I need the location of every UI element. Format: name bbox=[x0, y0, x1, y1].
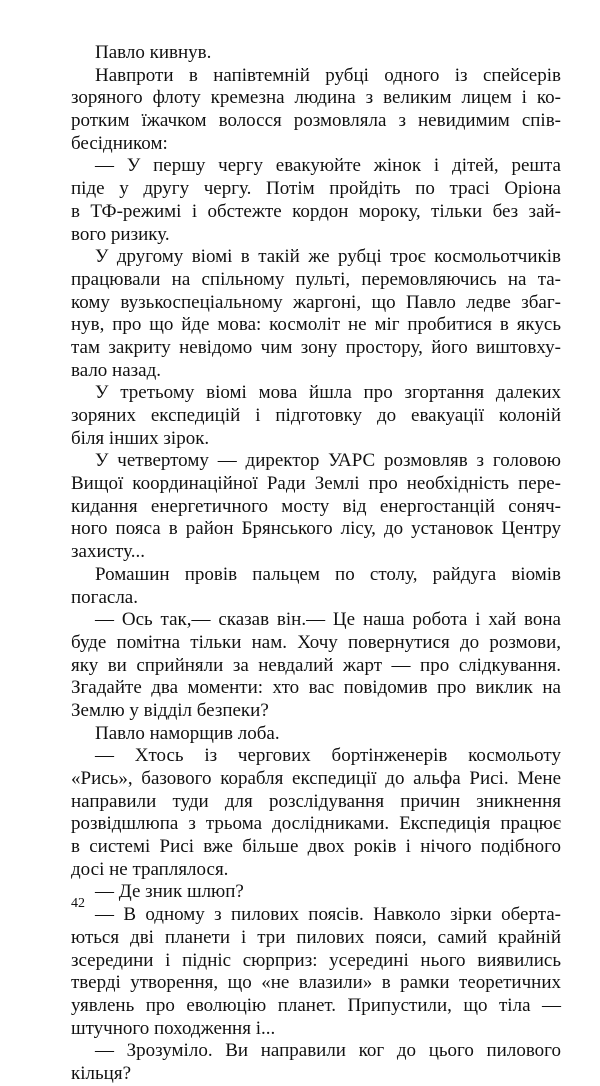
text-line: ротким їжачком волосся розмовляла з невидимим спів- bbox=[71, 110, 561, 132]
text-line: зсередини і підніс сюрприз: усередині нього виявились bbox=[71, 949, 561, 971]
text-line: ного пояса в район Брянського лісу, до установок Центру bbox=[71, 518, 561, 540]
body-text bbox=[71, 42, 561, 1086]
text-line: в ТФ-режимі і обстежте кордон мороку, тільки без зай- bbox=[71, 200, 561, 222]
text-line: — Де зник шлюп? bbox=[95, 881, 244, 903]
text-line: зоряних експедицій і підготовку до евакуації колоній bbox=[71, 405, 561, 426]
text-line: кидання енергетичного мосту від енергостанцій соняч- bbox=[71, 495, 561, 517]
text-line: зоряного флоту кремезна людина з великим лицем і ко- bbox=[71, 87, 561, 109]
text-line: бесідником: bbox=[71, 132, 168, 154]
page-number: 42 bbox=[71, 896, 85, 911]
text-line: розвідшлюпа з трьома дослідниками. Експедиція працює bbox=[71, 813, 561, 835]
text-line: — В одному з пилових поясів. Навколо зірки оберта- bbox=[95, 904, 561, 926]
text-line: уявлень про еволюцію планет. Припустили, що тіла — bbox=[71, 994, 561, 1016]
text-line: в системі Рисі вже більше двох років і нічого подібного bbox=[71, 836, 561, 858]
text-line: піде у другу чергу. Потім пройдіть по трасі Оріона bbox=[71, 178, 561, 200]
text-line: Вищої координаційної Ради Землі про необхідність пере- bbox=[71, 473, 561, 495]
text-line: — Хтось із чергових бортінженерів космольоту bbox=[95, 745, 561, 767]
text-line: У четвертому — директор УАРС розмовляв з головою bbox=[95, 450, 561, 472]
text-line: — У першу чергу евакуюйте жінок і дітей, решта bbox=[95, 155, 561, 177]
text-line: ються дві планети і три пилових пояси, самий крайній bbox=[71, 926, 561, 948]
text-line: направили туди для розслідування причин зникнення bbox=[71, 790, 561, 812]
text-line: погасла. bbox=[71, 586, 138, 608]
text-line: тверді утворення, що «не влазили» в рамки теоретичних bbox=[71, 972, 561, 994]
text-line: працювали на спільному пульті, перемовляючись на та- bbox=[71, 268, 561, 290]
text-line: нув, про що йде мова: космоліт не міг пробитися в якусь bbox=[71, 314, 561, 336]
text-line: У третьому віомі мова йшла про згортання далеких bbox=[95, 382, 561, 404]
text-line: вого ризику. bbox=[71, 223, 170, 245]
text-line: — Зрозуміло. Ви направили ког до цього пилового bbox=[95, 1040, 561, 1062]
text-line: — Ось так,— сказав він.— Це наша робота і хай вона bbox=[95, 609, 561, 631]
text-line: «Рись», базового корабля експедиції до альфа Рисі. Мене bbox=[71, 768, 561, 789]
text-line: захисту... bbox=[71, 541, 145, 563]
text-line: там закриту невідомо чим зону простору, його виштовху- bbox=[71, 336, 561, 358]
text-line: вало назад. bbox=[71, 359, 162, 381]
text-line: У другому віомі в такій же рубці троє космольотчиків bbox=[95, 246, 561, 268]
text-line: досі не траплялося. bbox=[71, 858, 229, 880]
text-line: штучного походження і... bbox=[71, 1017, 276, 1039]
text-line: кільця? bbox=[71, 1062, 131, 1084]
text-line: Павло наморщив лоба. bbox=[95, 722, 280, 744]
text-line: Землю у відділ безпеки? bbox=[71, 699, 269, 721]
text-line: Згадайте два моменти: хто вас повідомив про виклик на bbox=[71, 677, 561, 699]
text-line: Павло кивнув. bbox=[95, 42, 212, 63]
text-line: біля інших зірок. bbox=[71, 427, 210, 449]
text-line: Ромашин провів пальцем по столу, райдуга віомів bbox=[95, 563, 561, 585]
text-line: Навпроти в напівтемній рубці одного із спейсерів bbox=[95, 64, 561, 86]
text-line: буде помітна тільки нам. Хочу повернутися до розмови, bbox=[71, 631, 561, 653]
text-line: кому вузькоспеціальному жаргоні, що Павло ледве збаг- bbox=[71, 291, 561, 313]
text-line: яку ви сприйняли за невдалий жарт — про слідкування. bbox=[71, 654, 561, 676]
